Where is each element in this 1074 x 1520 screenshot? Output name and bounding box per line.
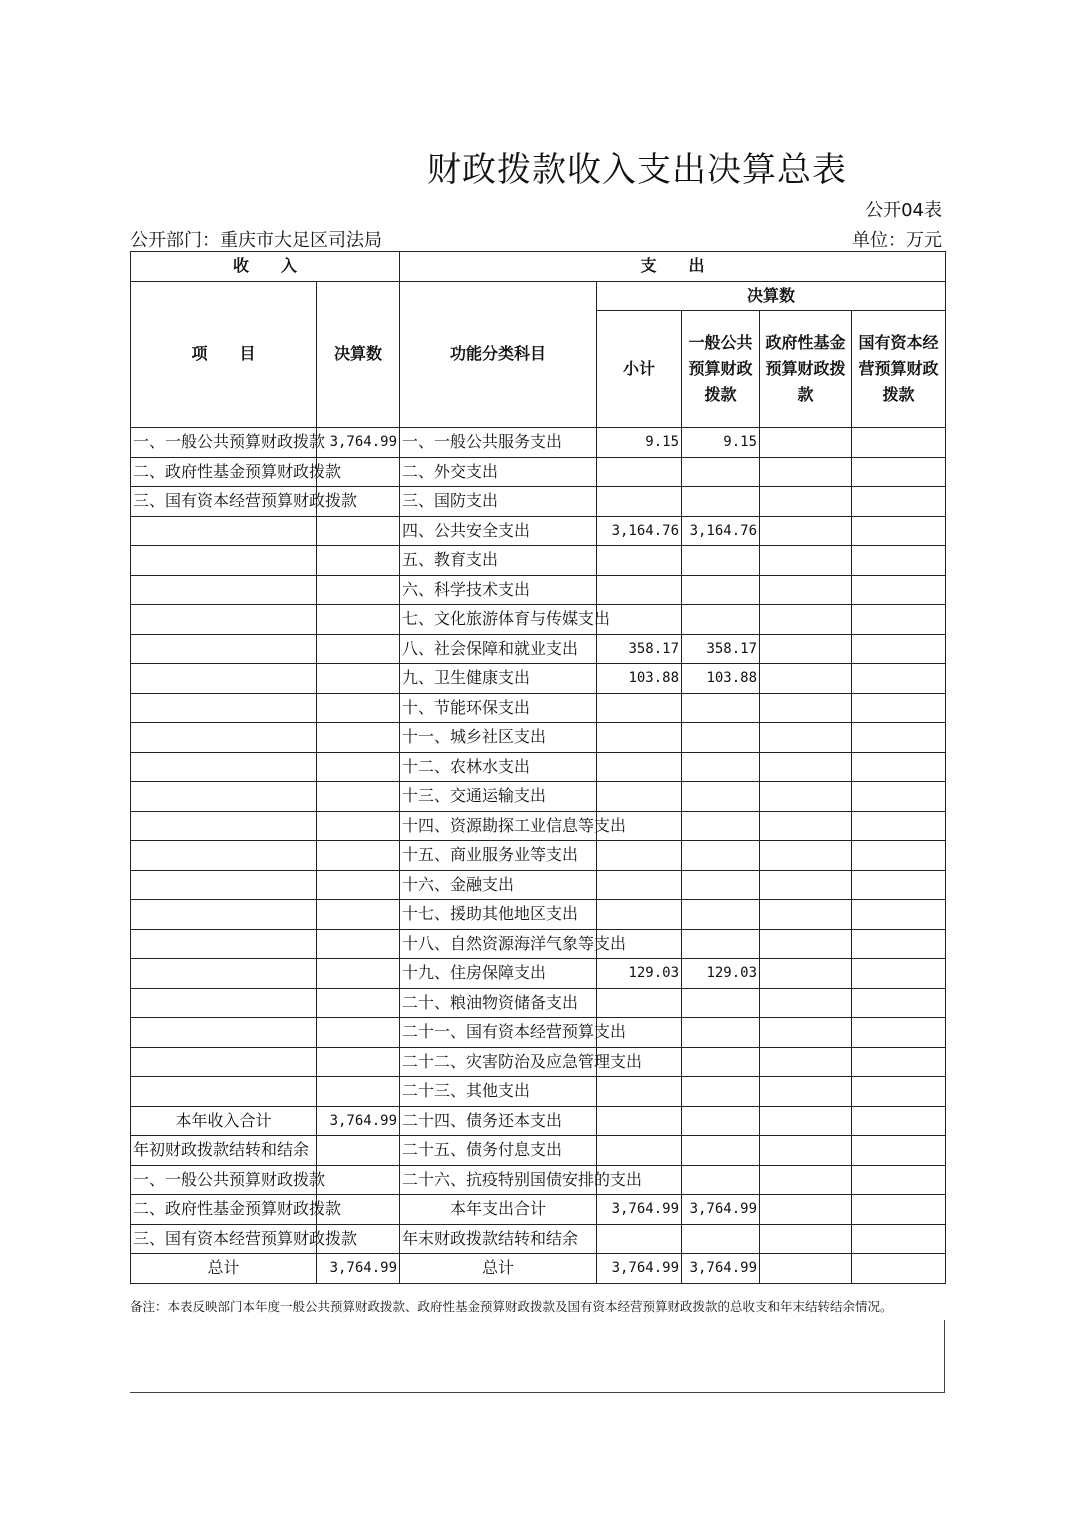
table-row [131, 457, 946, 487]
income-item-cell [131, 929, 317, 959]
income-amount-cell [317, 1165, 400, 1195]
income-item-cell [131, 782, 317, 812]
state-capital-budget-header: 国有资本经营预算财政拨款 [852, 311, 946, 428]
income-item-cell [131, 988, 317, 1018]
table-row [131, 1195, 946, 1225]
fund-budget-cell [760, 693, 852, 723]
table-row [131, 811, 946, 841]
table-row [131, 1106, 946, 1136]
table-row [131, 782, 946, 812]
income-amount-cell [317, 811, 400, 841]
general-budget-cell [682, 605, 760, 635]
fund-budget-cell [760, 1224, 852, 1254]
general-budget-cell [682, 1106, 760, 1136]
state-capital-cell [852, 988, 946, 1018]
general-budget-cell [682, 988, 760, 1018]
general-budget-cell [682, 723, 760, 753]
income-item-cell [131, 575, 317, 605]
expense-item-cell: 十六、金融支出 [400, 870, 597, 900]
fund-budget-cell [760, 1254, 852, 1284]
general-budget-cell [682, 929, 760, 959]
department-label: 公开部门：重庆市大足区司法局 [130, 230, 382, 251]
subtotal-cell [597, 1106, 682, 1136]
income-item-cell: 二、政府性基金预算财政拨款 [131, 1195, 317, 1225]
state-capital-cell [852, 1047, 946, 1077]
table-row [131, 959, 946, 989]
income-amount-cell: 3,764.99 [317, 1106, 400, 1136]
expense-item-cell: 十七、援助其他地区支出 [400, 900, 597, 930]
general-budget-cell: 9.15 [682, 428, 760, 458]
income-amount-cell: 3,764.99 [317, 1254, 400, 1284]
state-capital-cell [852, 457, 946, 487]
income-item-cell [131, 634, 317, 664]
fund-budget-cell [760, 841, 852, 871]
income-item-cell [131, 1018, 317, 1048]
general-budget-cell: 103.88 [682, 664, 760, 694]
table-row [131, 1165, 946, 1195]
fund-budget-cell [760, 870, 852, 900]
general-budget-cell [682, 1047, 760, 1077]
income-amount-cell [317, 900, 400, 930]
fund-budget-cell [760, 457, 852, 487]
general-budget-cell [682, 1136, 760, 1166]
income-item-cell [131, 723, 317, 753]
table-row [131, 1224, 946, 1254]
general-budget-cell: 3,764.99 [682, 1195, 760, 1225]
income-item-cell [131, 900, 317, 930]
subtotal-cell [597, 1224, 682, 1254]
state-capital-cell [852, 782, 946, 812]
final-amount-header: 决算数 [317, 281, 400, 428]
state-capital-cell [852, 1018, 946, 1048]
subtotal-cell [597, 487, 682, 517]
table-row [131, 664, 946, 694]
form-code: 公开04表 [865, 200, 942, 221]
fund-budget-cell [760, 1106, 852, 1136]
state-capital-cell [852, 693, 946, 723]
fund-budget-cell [760, 575, 852, 605]
table-row [131, 605, 946, 635]
income-item-cell [131, 693, 317, 723]
income-item-cell: 一、一般公共预算财政拨款 [131, 1165, 317, 1195]
income-item-cell [131, 546, 317, 576]
subtotal-cell [597, 457, 682, 487]
subtotal-cell: 358.17 [597, 634, 682, 664]
fund-budget-cell [760, 516, 852, 546]
fund-budget-header: 政府性基金预算财政拨款 [760, 311, 852, 428]
income-amount-cell [317, 870, 400, 900]
expense-item-cell: 九、卫生健康支出 [400, 664, 597, 694]
subtotal-cell: 3,764.99 [597, 1195, 682, 1225]
expense-item-cell: 总计 [400, 1254, 597, 1284]
state-capital-cell [852, 1254, 946, 1284]
income-item-cell: 二、政府性基金预算财政拨款 [131, 457, 317, 487]
final-group-header: 决算数 [597, 281, 946, 311]
table-row [131, 1018, 946, 1048]
table-row [131, 487, 946, 517]
fund-budget-cell [760, 634, 852, 664]
general-budget-cell [682, 487, 760, 517]
income-item-cell [131, 605, 317, 635]
income-item-cell [131, 752, 317, 782]
table-row [131, 546, 946, 576]
table-row [131, 634, 946, 664]
table-row [131, 1047, 946, 1077]
state-capital-cell [852, 870, 946, 900]
fund-budget-cell [760, 929, 852, 959]
state-capital-cell [852, 900, 946, 930]
general-budget-cell [682, 1077, 760, 1107]
fund-budget-cell [760, 546, 852, 576]
expense-item-cell: 四、公共安全支出 [400, 516, 597, 546]
table-row [131, 988, 946, 1018]
general-budget-cell: 3,164.76 [682, 516, 760, 546]
fund-budget-cell [760, 988, 852, 1018]
income-amount-cell [317, 1077, 400, 1107]
state-capital-cell [852, 1195, 946, 1225]
income-item-cell: 本年收入合计 [131, 1106, 317, 1136]
general-budget-cell [682, 782, 760, 812]
expense-header: 支 出 [400, 252, 946, 282]
subtotal-cell: 3,764.99 [597, 1254, 682, 1284]
income-amount-cell [317, 1047, 400, 1077]
subtotal-cell [597, 546, 682, 576]
income-amount-cell [317, 929, 400, 959]
income-item-cell [131, 841, 317, 871]
state-capital-cell [852, 546, 946, 576]
table-row [131, 900, 946, 930]
income-amount-cell [317, 634, 400, 664]
expense-item-cell: 十八、自然资源海洋气象等支出 [400, 929, 597, 959]
subtotal-header: 小计 [597, 311, 682, 428]
income-amount-cell [317, 959, 400, 989]
table-row [131, 1254, 946, 1284]
table-row [131, 841, 946, 871]
table-row [131, 428, 946, 458]
general-budget-cell [682, 575, 760, 605]
fund-budget-cell [760, 664, 852, 694]
fund-budget-cell [760, 1136, 852, 1166]
general-budget-cell [682, 1224, 760, 1254]
general-budget-cell [682, 752, 760, 782]
general-budget-cell [682, 546, 760, 576]
subtotal-cell [597, 1136, 682, 1166]
item-header: 项 目 [131, 281, 317, 428]
expense-item-cell: 十二、农林水支出 [400, 752, 597, 782]
income-amount-cell [317, 693, 400, 723]
income-item-cell: 总计 [131, 1254, 317, 1284]
page-title: 财政拨款收入支出决算总表 [427, 150, 847, 190]
table-row [131, 575, 946, 605]
fund-budget-cell [760, 900, 852, 930]
state-capital-cell [852, 634, 946, 664]
expense-item-cell: 十、节能环保支出 [400, 693, 597, 723]
income-amount-cell [317, 1136, 400, 1166]
income-item-cell [131, 959, 317, 989]
income-item-cell [131, 870, 317, 900]
subtotal-cell: 103.88 [597, 664, 682, 694]
subtotal-cell [597, 870, 682, 900]
footnote: 备注：本表反映部门本年度一般公共预算财政拨款、政府性基金预算财政拨款及国有资本经营预算财政拨款的总收支和年末结转结余情况。 [130, 1299, 893, 1314]
expense-item-cell: 二十四、债务还本支出 [400, 1106, 597, 1136]
subtotal-cell [597, 900, 682, 930]
fund-budget-cell [760, 959, 852, 989]
general-budget-cell [682, 841, 760, 871]
unit-label: 单位：万元 [852, 230, 942, 251]
table-row [131, 693, 946, 723]
state-capital-cell [852, 1224, 946, 1254]
subtotal-cell [597, 988, 682, 1018]
subtotal-cell [597, 1077, 682, 1107]
expense-item-cell: 十九、住房保障支出 [400, 959, 597, 989]
income-item-cell: 年初财政拨款结转和结余 [131, 1136, 317, 1166]
state-capital-cell [852, 1106, 946, 1136]
expense-item-cell: 年末财政拨款结转和结余 [400, 1224, 597, 1254]
state-capital-cell [852, 959, 946, 989]
table-row [131, 929, 946, 959]
fund-budget-cell [760, 487, 852, 517]
fund-budget-cell [760, 1195, 852, 1225]
subtotal-cell: 9.15 [597, 428, 682, 458]
income-item-cell [131, 664, 317, 694]
subtotal-cell [597, 723, 682, 753]
income-amount-cell [317, 664, 400, 694]
general-budget-cell [682, 457, 760, 487]
income-item-cell [131, 516, 317, 546]
income-amount-cell [317, 575, 400, 605]
table-row [131, 1136, 946, 1166]
income-item-cell [131, 1047, 317, 1077]
income-header: 收 入 [131, 252, 400, 282]
fund-budget-cell [760, 428, 852, 458]
table-body [131, 428, 946, 1284]
expense-item-cell: 六、科学技术支出 [400, 575, 597, 605]
state-capital-cell [852, 428, 946, 458]
general-budget-cell: 3,764.99 [682, 1254, 760, 1284]
fund-budget-cell [760, 782, 852, 812]
function-category-header: 功能分类科目 [400, 281, 597, 428]
general-budget-cell: 129.03 [682, 959, 760, 989]
fund-budget-cell [760, 1047, 852, 1077]
state-capital-cell [852, 1165, 946, 1195]
income-amount-cell [317, 605, 400, 635]
state-capital-cell [852, 664, 946, 694]
expense-item-cell: 二十、粮油物资储备支出 [400, 988, 597, 1018]
income-amount-cell [317, 516, 400, 546]
table-row [131, 516, 946, 546]
general-budget-cell [682, 811, 760, 841]
state-capital-cell [852, 723, 946, 753]
general-budget-header: 一般公共预算财政拨款 [682, 311, 760, 428]
income-amount-cell [317, 1018, 400, 1048]
state-capital-cell [852, 1077, 946, 1107]
subtotal-cell [597, 575, 682, 605]
fund-budget-cell [760, 723, 852, 753]
expense-item-cell: 十四、资源勘探工业信息等支出 [400, 811, 597, 841]
income-item-cell [131, 811, 317, 841]
general-budget-cell [682, 693, 760, 723]
fund-budget-cell [760, 811, 852, 841]
expense-item-cell: 二、外交支出 [400, 457, 597, 487]
subtotal-cell: 3,164.76 [597, 516, 682, 546]
expense-item-cell: 二十五、债务付息支出 [400, 1136, 597, 1166]
divider [130, 1392, 945, 1393]
income-amount-cell [317, 723, 400, 753]
income-item-cell: 三、国有资本经营预算财政拨款 [131, 487, 317, 517]
general-budget-cell [682, 1165, 760, 1195]
state-capital-cell [852, 752, 946, 782]
expense-item-cell: 十三、交通运输支出 [400, 782, 597, 812]
subtotal-cell [597, 752, 682, 782]
expense-item-cell: 十一、城乡社区支出 [400, 723, 597, 753]
subtotal-cell: 129.03 [597, 959, 682, 989]
income-item-cell [131, 1077, 317, 1107]
general-budget-cell [682, 900, 760, 930]
income-item-cell: 三、国有资本经营预算财政拨款 [131, 1224, 317, 1254]
general-budget-cell [682, 1018, 760, 1048]
expense-item-cell: 二十二、灾害防治及应急管理支出 [400, 1047, 597, 1077]
expense-item-cell: 二十一、国有资本经营预算支出 [400, 1018, 597, 1048]
income-item-cell: 一、一般公共预算财政拨款 [131, 428, 317, 458]
expense-item-cell: 二十六、抗疫特别国债安排的支出 [400, 1165, 597, 1195]
expense-item-cell: 一、一般公共服务支出 [400, 428, 597, 458]
state-capital-cell [852, 605, 946, 635]
expense-item-cell: 五、教育支出 [400, 546, 597, 576]
state-capital-cell [852, 929, 946, 959]
fund-budget-cell [760, 1165, 852, 1195]
state-capital-cell [852, 575, 946, 605]
state-capital-cell [852, 811, 946, 841]
general-budget-cell [682, 870, 760, 900]
fund-budget-cell [760, 752, 852, 782]
income-amount-cell [317, 841, 400, 871]
table-row [131, 752, 946, 782]
income-amount-cell [317, 988, 400, 1018]
finance-table [130, 251, 946, 1284]
state-capital-cell [852, 841, 946, 871]
state-capital-cell [852, 487, 946, 517]
income-amount-cell: 3,764.99 [317, 428, 400, 458]
expense-item-cell: 八、社会保障和就业支出 [400, 634, 597, 664]
divider [944, 1320, 945, 1392]
fund-budget-cell [760, 1018, 852, 1048]
table-row [131, 1077, 946, 1107]
income-amount-cell [317, 752, 400, 782]
expense-item-cell: 本年支出合计 [400, 1195, 597, 1225]
state-capital-cell [852, 516, 946, 546]
expense-item-cell: 三、国防支出 [400, 487, 597, 517]
state-capital-cell [852, 1136, 946, 1166]
table-row [131, 723, 946, 753]
fund-budget-cell [760, 605, 852, 635]
income-amount-cell [317, 782, 400, 812]
table-row [131, 870, 946, 900]
subtotal-cell [597, 782, 682, 812]
income-amount-cell [317, 546, 400, 576]
expense-item-cell: 七、文化旅游体育与传媒支出 [400, 605, 597, 635]
subtotal-cell [597, 841, 682, 871]
fund-budget-cell [760, 1077, 852, 1107]
subtotal-cell [597, 693, 682, 723]
expense-item-cell: 二十三、其他支出 [400, 1077, 597, 1107]
expense-item-cell: 十五、商业服务业等支出 [400, 841, 597, 871]
general-budget-cell: 358.17 [682, 634, 760, 664]
